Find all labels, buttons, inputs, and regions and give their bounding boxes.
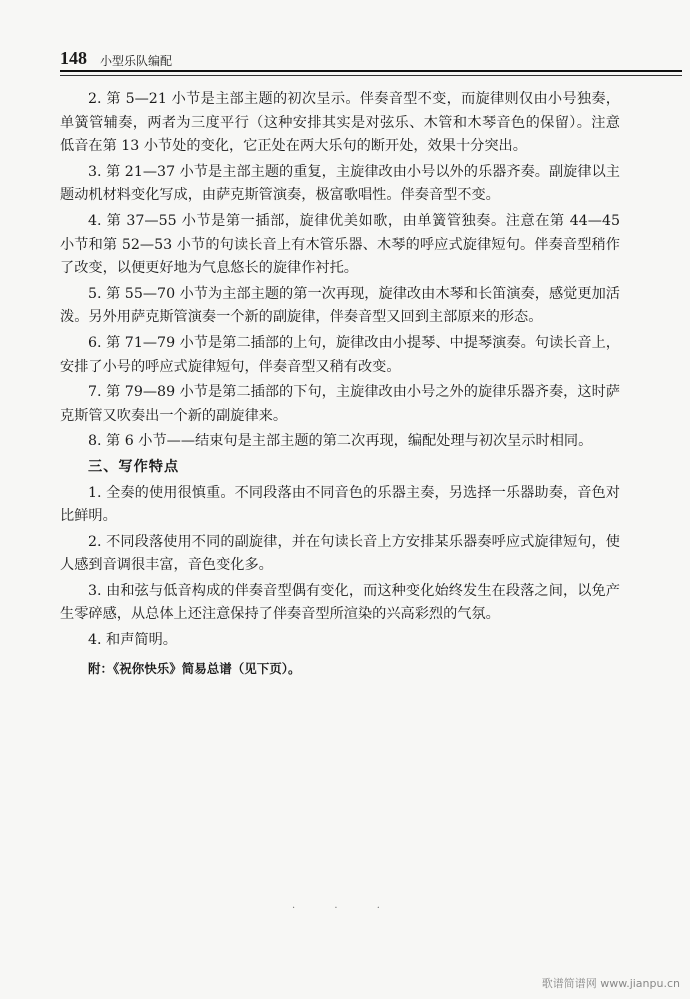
page-header: [60, 44, 682, 72]
header-rule-thin: [60, 75, 682, 76]
page-number: 148: [60, 48, 87, 68]
paragraph: 7. 第 79—89 小节是第二插部的下句，主旋律改由小号之外的旋律乐器齐奏，这时萨克斯管又吹奏出一个新的副旋律来。: [60, 384, 620, 424]
running-head: 小型乐队编配: [100, 54, 173, 68]
watermark: 歌谱简谱网 www.jianpu.cn: [541, 977, 680, 990]
feature-item: 3. 由和弦与低音构成的伴奏音型偶有变化，而这种变化始终发生在段落之间，以免产生零碎感，从总体上还注意保持了伴奏音型所渲染的兴高彩烈的气氛。: [60, 582, 620, 623]
paragraph: 5. 第 55—70 小节为主部主题的第一次再现，旋律改由木琴和长笛演奏，感觉更加活泼。另外用萨克斯管演奏一个新的副旋律，伴奏音型又回到主部原来的形态。: [60, 285, 620, 326]
header-rule: [60, 70, 682, 72]
feature-item: 2. 不同段落使用不同的副旋律，并在句读长音上方安排某乐器奏呼应式旋律短句，使人感到音调很丰富，音色变化多。: [60, 533, 620, 574]
appendix-note: 附：《祝你快乐》简易总谱（见下页）。: [88, 660, 301, 676]
feature-item: 1. 全奏的使用很慎重。不同段落由不同音色的乐器主奏，另选择一乐器助奏，音色对比鲜明。: [60, 484, 620, 525]
footer-dots: · · ·: [292, 903, 398, 914]
page-body: [60, 88, 620, 682]
section-heading: 三、写作特点: [88, 458, 180, 475]
paragraph: 2. 第 5—21 小节是主部主题的初次呈示。伴奏音型不变，而旋律则仅由小号独奏，单簧管辅奏，两者为三度平行（这种安排其实是对弦乐、木管和木琴音色的保留）。注意低音在第 13 小节处的变化，它正处在两大乐句的断开处，效果十分突出。: [60, 91, 620, 155]
paragraph: 8. 第 6 小节——结束句是主部主题的第二次再现，编配处理与初次呈示时相同。: [88, 433, 593, 450]
paragraph: 6. 第 71—79 小节是第二插部的上句，旋律改由小提琴、中提琴演奏。句读长音上，安排了小号的呼应式旋律短句，伴奏音型又稍有改变。: [60, 334, 620, 375]
feature-item: 4. 和声简明。: [88, 632, 177, 649]
paragraph: 4. 第 37—55 小节是第一插部，旋律优美如歌，由单簧管独奏。注意在第 44—45 小节和第 52—53 小节的句读长音上有木管乐器、木琴的呼应式旋律短句。伴奏音型稍作了改变，以便更好地为气息悠长的旋律作衬托。: [60, 212, 620, 277]
paragraph: 3. 第 21—37 小节是主部主题的重复，主旋律改由小号以外的乐器齐奏。副旋律以主题动机材料变化写成，由萨克斯管演奏，极富歌唱性。伴奏音型不变。: [60, 163, 620, 204]
